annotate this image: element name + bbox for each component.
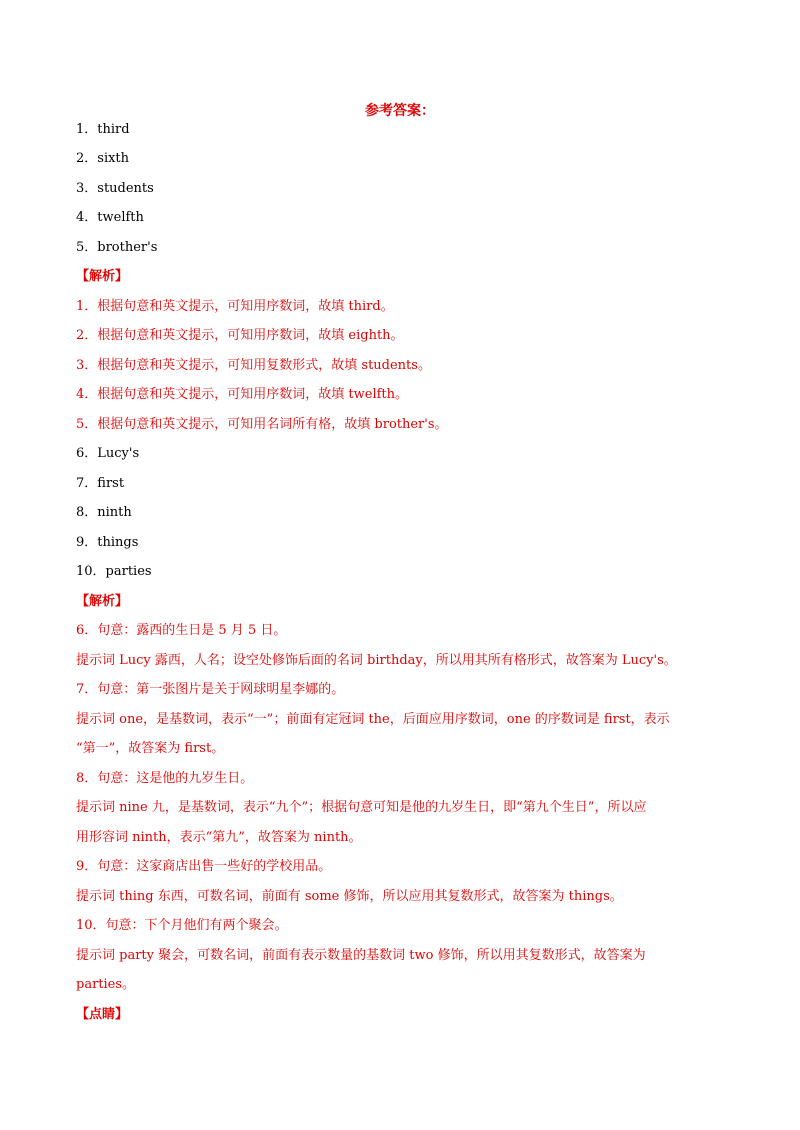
explanation-line: 7．句意：第一张图片是关于网球明星李娜的。: [76, 682, 345, 697]
explanation-line: 2．根据句意和英文提示，可知用序数词，故填 eighth。: [76, 328, 404, 343]
explanation-line: 1．根据句意和英文提示，可知用序数词，故填 third。: [76, 299, 394, 314]
answer-line: 5．brother's: [76, 240, 158, 255]
answer-line: 9．things: [76, 535, 139, 550]
explanation-line: 9．句意：这家商店出售一些好的学校用品。: [76, 859, 332, 874]
explanation-line: 提示词 thing 东西，可数名词，前面有 some 修饰，所以应用其复数形式，故答案为 things。: [76, 889, 623, 904]
explanation-line: parties。: [76, 977, 136, 992]
analysis-label: 【解析】: [76, 269, 129, 284]
answer-line: 7．first: [76, 476, 125, 491]
page-title: 参考答案：: [365, 103, 435, 119]
explanation-line: 用形容词 ninth，表示“第九”，故答案为 ninth。: [76, 830, 362, 845]
analysis-label: 【解析】: [76, 594, 129, 609]
explanation-line: 6．句意：露西的生日是 5 月 5 日。: [76, 623, 287, 638]
answer-line: 1．third: [76, 122, 130, 137]
explanation-line: 3．根据句意和英文提示，可知用复数形式，故填 students。: [76, 358, 431, 373]
explanation-line: 5．根据句意和英文提示，可知用名词所有格，故填 brother's。: [76, 417, 448, 432]
explanation-line: 提示词 party 聚会，可数名词，前面有表示数量的基数词 two 修饰，所以用其复数形式，故答案为: [76, 948, 646, 963]
explanation-line: 提示词 nine 九，是基数词，表示“九个”；根据句意可知是他的九岁生日，即“第九个生日”，所以应: [76, 800, 647, 815]
explanation-line: 提示词 one，是基数词，表示“一”；前面有定冠词 the，后面应用序数词，one 的序数词是 first，表示: [76, 712, 670, 727]
answer-line: 8．ninth: [76, 505, 132, 520]
answer-line: 2．sixth: [76, 151, 130, 166]
explanation-line: 4．根据句意和英文提示，可知用序数词，故填 twelfth。: [76, 387, 409, 402]
explanation-line: 8．句意：这是他的九岁生日。: [76, 771, 254, 786]
answer-line: 3．students: [76, 181, 154, 196]
explanation-line: 10．句意：下个月他们有两个聚会。: [76, 918, 288, 933]
explanation-line: “第一”，故答案为 first。: [76, 741, 225, 756]
answer-line: 10．parties: [76, 564, 152, 579]
answer-line: 6．Lucy's: [76, 446, 140, 461]
tip-label: 【点睛】: [76, 1007, 129, 1022]
explanation-line: 提示词 Lucy 露西，人名；设空处修饰后面的名词 birthday，所以用其所有格形式，故答案为 Lucy's。: [76, 653, 677, 668]
answer-line: 4．twelfth: [76, 210, 144, 225]
